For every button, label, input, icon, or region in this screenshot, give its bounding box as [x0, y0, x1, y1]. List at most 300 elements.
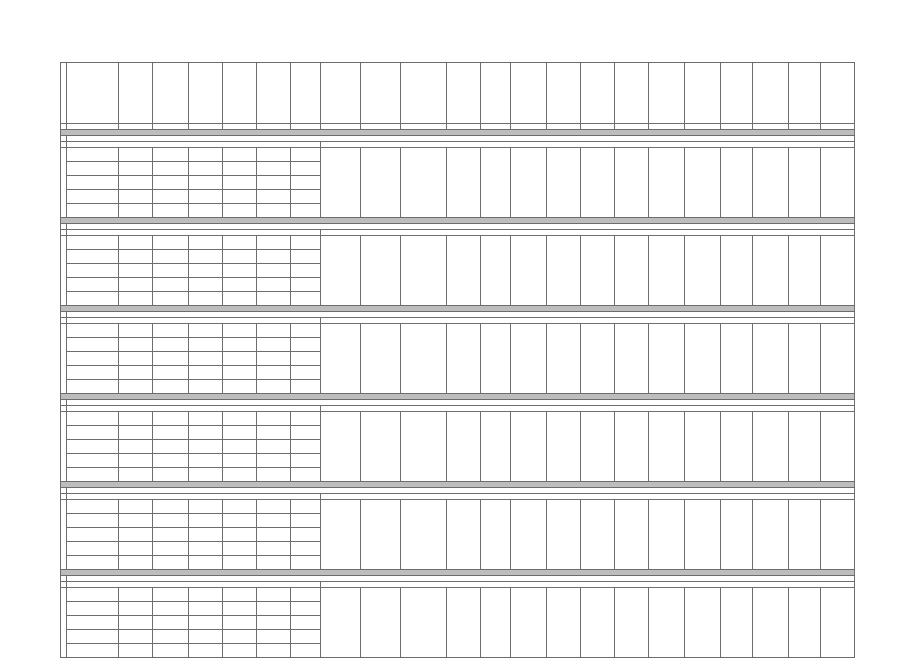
object-attribute-cell: [789, 324, 821, 394]
subsidy-description: [401, 324, 447, 394]
finance-row: [61, 148, 855, 162]
finance-year-value: [189, 292, 223, 306]
finance-year-value: [223, 338, 257, 352]
finance-source-label: [67, 324, 119, 338]
finance-year-value: [257, 426, 291, 440]
finance-source-label: [67, 588, 119, 602]
object-attribute-cell: [615, 500, 649, 570]
finance-year-value: [291, 250, 321, 264]
register-sheet: [60, 62, 854, 608]
finance-year-value: [189, 630, 223, 644]
finance-year-value: [257, 602, 291, 616]
subsidy-description: [401, 412, 447, 482]
finance-year-value: [153, 264, 189, 278]
finance-row: [61, 588, 855, 602]
finance-year-value: [257, 366, 291, 380]
finance-year-value: [153, 454, 189, 468]
capacity-cell: [481, 412, 511, 482]
finance-total: [119, 500, 153, 514]
object-attribute-cell: [547, 236, 581, 306]
finance-year-value: [189, 468, 223, 482]
finance-source-label: [67, 190, 119, 204]
objects-register-table: [60, 62, 855, 658]
finance-year-value: [257, 148, 291, 162]
finance-year-value: [291, 148, 321, 162]
finance-row: [61, 412, 855, 426]
finance-year-value: [153, 250, 189, 264]
finance-year-value: [291, 644, 321, 658]
finance-year-value: [291, 500, 321, 514]
finance-total: [119, 528, 153, 542]
object-attribute-cell: [615, 412, 649, 482]
object-attribute-cell: [511, 236, 547, 306]
finance-total: [119, 588, 153, 602]
finance-year-value: [153, 426, 189, 440]
finance-total: [119, 602, 153, 616]
finance-total: [119, 380, 153, 394]
finance-year-value: [189, 454, 223, 468]
finance-total: [119, 542, 153, 556]
finance-source-label: [67, 500, 119, 514]
object-attribute-cell: [753, 148, 789, 218]
header-cell: [67, 63, 119, 124]
header-cell: [789, 63, 821, 124]
finance-year-value: [257, 380, 291, 394]
subsidy-description: [401, 588, 447, 658]
finance-year-value: [189, 264, 223, 278]
finance-year-value: [223, 148, 257, 162]
object-attribute-cell: [649, 236, 685, 306]
customer-cell: [447, 148, 481, 218]
finance-year-value: [223, 352, 257, 366]
finance-year-value: [153, 630, 189, 644]
finance-year-value: [291, 278, 321, 292]
finance-year-value: [153, 352, 189, 366]
finance-year-value: [189, 366, 223, 380]
object-attribute-cell: [547, 148, 581, 218]
finance-total: [119, 250, 153, 264]
finance-year-value: [189, 324, 223, 338]
capacity-cell: [481, 236, 511, 306]
finance-total: [119, 338, 153, 352]
finance-year-value: [257, 542, 291, 556]
finance-year-value: [291, 630, 321, 644]
object-attribute-cell: [581, 588, 615, 658]
register-body: [61, 63, 855, 658]
start-date: [321, 500, 361, 570]
finance-year-value: [291, 588, 321, 602]
capacity-cell: [481, 500, 511, 570]
subsidy-description: [401, 148, 447, 218]
header-cell: [753, 63, 789, 124]
finance-source-label: [67, 148, 119, 162]
object-attribute-cell: [721, 148, 753, 218]
object-attribute-cell: [511, 148, 547, 218]
header-cell: [821, 63, 855, 124]
object-attribute-cell: [685, 500, 721, 570]
finance-source-label: [67, 162, 119, 176]
finance-year-value: [291, 380, 321, 394]
finance-year-value: [291, 556, 321, 570]
finance-year-value: [291, 412, 321, 426]
finance-year-value: [291, 292, 321, 306]
finance-total: [119, 426, 153, 440]
finance-year-value: [223, 190, 257, 204]
object-attribute-cell: [511, 588, 547, 658]
finance-total: [119, 190, 153, 204]
finance-source-label: [67, 440, 119, 454]
finance-year-value: [223, 366, 257, 380]
end-date: [361, 324, 401, 394]
object-attribute-cell: [753, 588, 789, 658]
finance-year-value: [153, 338, 189, 352]
object-attribute-cell: [821, 236, 855, 306]
header-cell: [685, 63, 721, 124]
finance-year-value: [223, 616, 257, 630]
finance-year-value: [189, 204, 223, 218]
finance-total: [119, 278, 153, 292]
finance-year-value: [223, 250, 257, 264]
object-attribute-cell: [581, 148, 615, 218]
finance-total: [119, 440, 153, 454]
finance-year-value: [189, 542, 223, 556]
finance-total: [119, 236, 153, 250]
customer-cell: [447, 324, 481, 394]
finance-source-label: [67, 352, 119, 366]
finance-year-value: [223, 292, 257, 306]
finance-year-value: [291, 176, 321, 190]
header-cell: [511, 63, 547, 124]
finance-total: [119, 644, 153, 658]
end-date: [361, 236, 401, 306]
object-attribute-cell: [789, 588, 821, 658]
finance-year-value: [153, 588, 189, 602]
finance-total: [119, 514, 153, 528]
finance-year-value: [223, 278, 257, 292]
finance-year-value: [223, 514, 257, 528]
finance-year-value: [223, 264, 257, 278]
finance-year-value: [153, 542, 189, 556]
object-attribute-cell: [685, 236, 721, 306]
object-attribute-cell: [511, 412, 547, 482]
finance-total: [119, 176, 153, 190]
finance-source-label: [67, 236, 119, 250]
finance-total: [119, 324, 153, 338]
customer-cell: [447, 588, 481, 658]
finance-year-value: [223, 412, 257, 426]
finance-year-value: [153, 556, 189, 570]
finance-source-label: [67, 338, 119, 352]
finance-year-value: [189, 426, 223, 440]
finance-year-value: [153, 602, 189, 616]
header-cell: [119, 63, 153, 124]
finance-year-value: [223, 542, 257, 556]
finance-row: [61, 324, 855, 338]
finance-year-value: [291, 236, 321, 250]
finance-source-label: [67, 292, 119, 306]
header-cell: [291, 63, 321, 124]
finance-source-label: [67, 250, 119, 264]
object-attribute-cell: [649, 148, 685, 218]
capacity-cell: [481, 588, 511, 658]
finance-year-value: [153, 440, 189, 454]
finance-year-value: [189, 602, 223, 616]
finance-year-value: [223, 468, 257, 482]
header-cell: [401, 63, 447, 124]
finance-total: [119, 352, 153, 366]
finance-year-value: [223, 380, 257, 394]
finance-year-value: [291, 338, 321, 352]
object-attribute-cell: [721, 412, 753, 482]
finance-total: [119, 412, 153, 426]
finance-year-value: [153, 500, 189, 514]
object-attribute-cell: [615, 236, 649, 306]
customer-cell: [447, 500, 481, 570]
finance-year-value: [291, 440, 321, 454]
finance-source-label: [67, 264, 119, 278]
finance-year-value: [291, 190, 321, 204]
finance-total: [119, 204, 153, 218]
finance-year-value: [291, 454, 321, 468]
finance-year-value: [257, 278, 291, 292]
finance-year-value: [257, 324, 291, 338]
header-cell: [481, 63, 511, 124]
customer-cell: [447, 412, 481, 482]
finance-total: [119, 556, 153, 570]
finance-year-value: [223, 588, 257, 602]
finance-year-value: [291, 324, 321, 338]
finance-year-value: [291, 542, 321, 556]
finance-year-value: [291, 204, 321, 218]
object-attribute-cell: [649, 500, 685, 570]
finance-year-value: [153, 528, 189, 542]
object-attribute-cell: [615, 148, 649, 218]
finance-year-value: [291, 528, 321, 542]
finance-total: [119, 264, 153, 278]
header-cell: [721, 63, 753, 124]
header-cell: [649, 63, 685, 124]
finance-year-value: [257, 412, 291, 426]
finance-year-value: [189, 588, 223, 602]
finance-row: [61, 500, 855, 514]
finance-source-label: [67, 602, 119, 616]
finance-year-value: [257, 440, 291, 454]
end-date: [361, 588, 401, 658]
finance-year-value: [257, 190, 291, 204]
finance-year-value: [223, 556, 257, 570]
object-attribute-cell: [789, 236, 821, 306]
finance-year-value: [189, 190, 223, 204]
finance-year-value: [223, 644, 257, 658]
finance-source-label: [67, 412, 119, 426]
capacity-cell: [481, 324, 511, 394]
finance-source-label: [67, 630, 119, 644]
object-attribute-cell: [581, 500, 615, 570]
finance-year-value: [153, 468, 189, 482]
finance-total: [119, 162, 153, 176]
finance-year-value: [153, 324, 189, 338]
finance-year-value: [257, 338, 291, 352]
object-attribute-cell: [821, 324, 855, 394]
finance-year-value: [291, 602, 321, 616]
finance-year-value: [189, 528, 223, 542]
finance-year-value: [257, 292, 291, 306]
finance-year-value: [153, 236, 189, 250]
finance-year-value: [189, 352, 223, 366]
object-attribute-cell: [547, 412, 581, 482]
finance-year-value: [153, 616, 189, 630]
object-attribute-cell: [615, 588, 649, 658]
object-attribute-cell: [547, 588, 581, 658]
header-cell: [447, 63, 481, 124]
finance-year-value: [153, 380, 189, 394]
finance-source-label: [67, 644, 119, 658]
header-cell: [321, 63, 361, 124]
finance-year-value: [189, 440, 223, 454]
finance-year-value: [291, 264, 321, 278]
finance-year-value: [153, 644, 189, 658]
start-date: [321, 412, 361, 482]
start-date: [321, 148, 361, 218]
end-date: [361, 148, 401, 218]
finance-year-value: [257, 176, 291, 190]
object-attribute-cell: [581, 236, 615, 306]
finance-source-label: [67, 176, 119, 190]
finance-year-value: [257, 236, 291, 250]
finance-year-value: [223, 236, 257, 250]
finance-year-value: [189, 148, 223, 162]
object-attribute-cell: [511, 324, 547, 394]
finance-year-value: [223, 630, 257, 644]
finance-year-value: [189, 514, 223, 528]
finance-year-value: [189, 176, 223, 190]
finance-year-value: [291, 426, 321, 440]
customer-cell: [447, 236, 481, 306]
header-cell: [223, 63, 257, 124]
finance-year-value: [257, 468, 291, 482]
finance-year-value: [223, 528, 257, 542]
finance-total: [119, 292, 153, 306]
finance-year-value: [257, 556, 291, 570]
header-cell: [615, 63, 649, 124]
finance-year-value: [189, 338, 223, 352]
header-cell: [153, 63, 189, 124]
object-attribute-cell: [581, 412, 615, 482]
finance-year-value: [153, 190, 189, 204]
finance-year-value: [291, 352, 321, 366]
finance-year-value: [153, 162, 189, 176]
finance-year-value: [257, 514, 291, 528]
finance-year-value: [257, 644, 291, 658]
object-attribute-cell: [753, 412, 789, 482]
finance-year-value: [257, 500, 291, 514]
header-cell: [189, 63, 223, 124]
object-attribute-cell: [685, 588, 721, 658]
object-attribute-cell: [547, 500, 581, 570]
finance-source-label: [67, 426, 119, 440]
finance-year-value: [189, 250, 223, 264]
start-date: [321, 324, 361, 394]
finance-year-value: [153, 412, 189, 426]
finance-year-value: [189, 500, 223, 514]
object-attribute-cell: [615, 324, 649, 394]
object-attribute-cell: [649, 588, 685, 658]
finance-year-value: [223, 324, 257, 338]
finance-year-value: [223, 454, 257, 468]
finance-source-label: [67, 366, 119, 380]
finance-source-label: [67, 616, 119, 630]
finance-year-value: [291, 366, 321, 380]
finance-year-value: [153, 514, 189, 528]
start-date: [321, 236, 361, 306]
finance-year-value: [257, 616, 291, 630]
object-attribute-cell: [753, 324, 789, 394]
finance-year-value: [291, 514, 321, 528]
finance-source-label: [67, 542, 119, 556]
object-attribute-cell: [821, 412, 855, 482]
finance-source-label: [67, 514, 119, 528]
object-attribute-cell: [789, 500, 821, 570]
object-attribute-cell: [511, 500, 547, 570]
finance-source-label: [67, 454, 119, 468]
finance-year-value: [223, 426, 257, 440]
finance-total: [119, 148, 153, 162]
object-attribute-cell: [721, 236, 753, 306]
finance-year-value: [257, 204, 291, 218]
finance-year-value: [223, 204, 257, 218]
object-attribute-cell: [685, 412, 721, 482]
object-attribute-cell: [721, 500, 753, 570]
end-date: [361, 500, 401, 570]
object-attribute-cell: [721, 324, 753, 394]
finance-source-label: [67, 528, 119, 542]
finance-year-value: [257, 264, 291, 278]
object-attribute-cell: [753, 236, 789, 306]
finance-year-value: [189, 162, 223, 176]
finance-total: [119, 630, 153, 644]
header-cell: [361, 63, 401, 124]
finance-source-label: [67, 556, 119, 570]
finance-year-value: [153, 366, 189, 380]
finance-year-value: [257, 162, 291, 176]
finance-year-value: [189, 616, 223, 630]
finance-source-label: [67, 380, 119, 394]
finance-year-value: [291, 162, 321, 176]
finance-source-label: [67, 278, 119, 292]
finance-year-value: [223, 440, 257, 454]
capacity-cell: [481, 148, 511, 218]
finance-total: [119, 454, 153, 468]
finance-year-value: [189, 278, 223, 292]
object-attribute-cell: [821, 148, 855, 218]
finance-year-value: [223, 500, 257, 514]
object-attribute-cell: [581, 324, 615, 394]
object-attribute-cell: [821, 588, 855, 658]
object-attribute-cell: [789, 412, 821, 482]
finance-year-value: [291, 468, 321, 482]
finance-source-label: [67, 468, 119, 482]
finance-year-value: [189, 644, 223, 658]
object-attribute-cell: [547, 324, 581, 394]
finance-year-value: [257, 528, 291, 542]
finance-year-value: [153, 278, 189, 292]
finance-total: [119, 616, 153, 630]
finance-year-value: [257, 454, 291, 468]
start-date: [321, 588, 361, 658]
finance-year-value: [153, 204, 189, 218]
finance-year-value: [189, 236, 223, 250]
finance-row: [61, 236, 855, 250]
